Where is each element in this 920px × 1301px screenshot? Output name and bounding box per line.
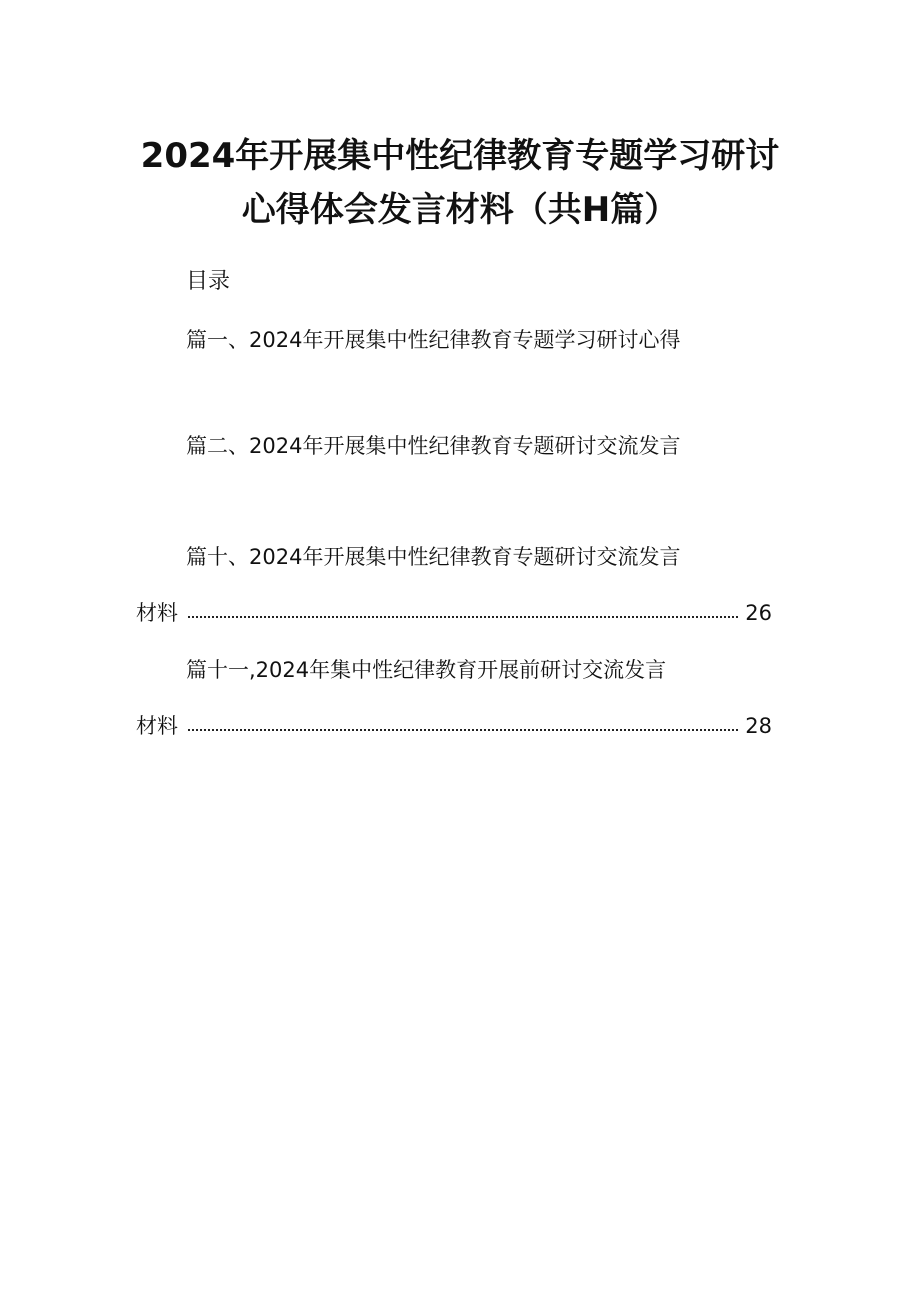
toc-entry-10-continuation: 材料	[136, 599, 182, 627]
document-title-line-2: 心得体会发言材料（共H篇）	[241, 190, 679, 230]
toc-heading: 目录	[186, 269, 231, 294]
toc-entry-11-page-number: 28	[741, 712, 772, 740]
dot-leader	[188, 729, 738, 731]
toc-entry-11-leader-row[interactable]	[136, 712, 772, 740]
document-title-line-1: 2024年开展集中性纪律教育专题学习研讨	[140, 136, 780, 176]
toc-entry-11-continuation: 材料	[136, 712, 182, 740]
toc-entry-1[interactable]: 篇一、2024年开展集中性纪律教育专题学习研讨心得	[186, 328, 681, 352]
toc-entry-10-leader-row[interactable]	[136, 599, 772, 627]
toc-entry-10-page-number: 26	[741, 599, 772, 627]
toc-entry-11[interactable]: 篇十一,2024年集中性纪律教育开展前研讨交流发言	[186, 658, 667, 682]
toc-entry-10[interactable]: 篇十、2024年开展集中性纪律教育专题研讨交流发言	[186, 545, 681, 569]
toc-entry-2[interactable]: 篇二、2024年开展集中性纪律教育专题研讨交流发言	[186, 434, 681, 458]
dot-leader	[188, 616, 738, 618]
